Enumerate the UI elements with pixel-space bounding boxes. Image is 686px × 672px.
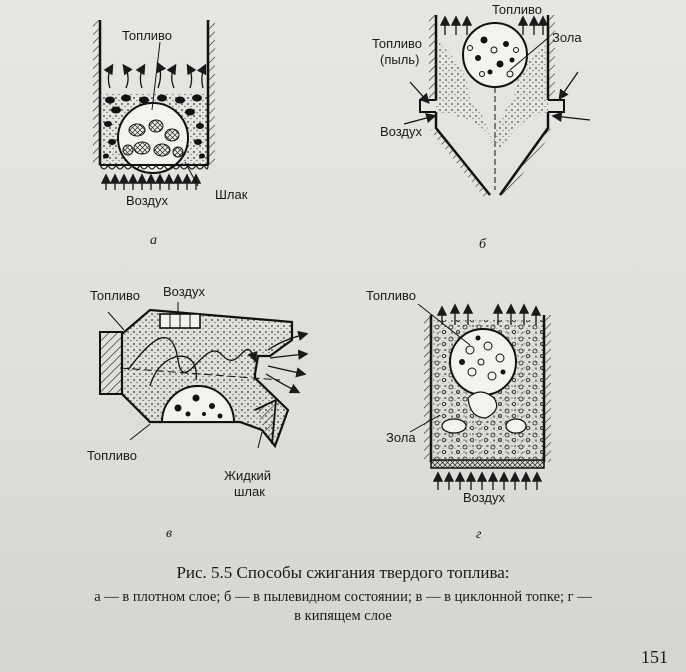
- panel-c-liquid-label: Жидкий: [224, 468, 272, 483]
- panel-a-air-label: Воздух: [126, 193, 169, 208]
- panel-a-dense-layer: [93, 20, 248, 248]
- panel-b-letter: б: [479, 237, 487, 252]
- panel-a-slag-label: Шлак: [215, 187, 248, 202]
- panel-c-air-label: Воздух: [163, 284, 206, 299]
- figure-caption-text: [0, 588, 686, 626]
- panel-d-air-label: Воздух: [463, 490, 506, 505]
- page-number: 151: [641, 647, 668, 667]
- figure-caption-title: Рис. 5.5 Способы сжигания твердого топлива:: [176, 563, 510, 582]
- panel-d-fluidized: [366, 288, 551, 542]
- panel-b-fuel-dust-label: Топливо: [372, 36, 423, 51]
- panel-d-letter: г: [476, 527, 482, 542]
- panel-b-ash-label: Зола: [552, 30, 582, 45]
- panel-d-fuel-label: Топливо: [366, 288, 417, 303]
- panel-c-slag-label: шлак: [234, 484, 265, 499]
- panel-b-dust-label: (пыль): [380, 52, 420, 67]
- caption-line-2: в кипящем слое: [294, 608, 392, 624]
- panel-a-letter: а: [150, 233, 157, 248]
- panel-b-air-label: Воздух: [380, 124, 423, 139]
- panel-b-fuel-top-label: Топливо: [492, 2, 543, 17]
- panel-c-fuel-top-label: Топливо: [90, 288, 141, 303]
- panel-c-cyclone: [87, 284, 306, 541]
- panel-c-fuel-bottom-label: Топливо: [87, 448, 138, 463]
- panel-a-fuel-label: Топливо: [122, 28, 173, 43]
- caption-line-1: а — в плотном слое; б — в пылевидном состоянии; в — в циклонной топке; г —: [94, 589, 592, 605]
- panel-c-letter: в: [166, 526, 173, 541]
- panel-d-ash-label: Зола: [386, 430, 416, 445]
- panel-b-pulverized: [372, 2, 590, 252]
